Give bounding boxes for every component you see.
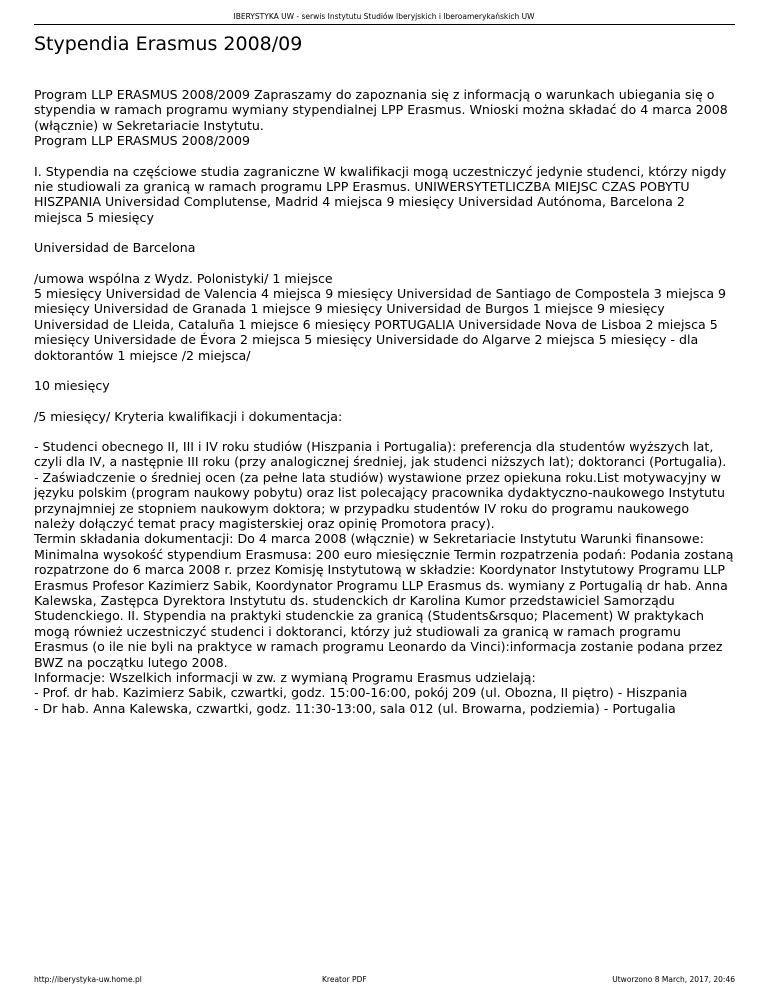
studies-paragraph: I. Stypendia na częściowe studia zagraniczne W kwalifikacji mogą uczestniczyć jedynie studenci, którzy nigdy nie studiowali za granicą w ramach programu LPP Erasmus. UNIWERSYTETLICZBA MIEJSC CZAS POBYTU HISZPANIA Universidad Complutense, Madrid 4 miejsca 9 miesięcy Universidad Autónoma, Barcelona 2 miejsca 5 miesięcy <box>34 163 727 225</box>
page-footer <box>34 975 735 985</box>
criteria-paragraph: - Studenci obecnego II, III i IV roku studiów (Hiszpania i Portugalia): preferencja dla studentów wyższych lat, czyli dla IV, a następnie III roku (przy analogicznej średniej, jak studenci niższych lat); doktoranci (Portugalia). - Zaświadczenie o średniej ocen (za pełne lata studiów) wystawione przez opiekuna roku.List motywacyjny w języku polskim (program naukowy pobytu) oraz list polecający pracownika dydaktyczno-naukowego Instytutu przynajmniej ze stopniem naukowym doktora; w przypadku studentów IV roku do programu naukowego należy dołączyć temat pracy magisterskiej oraz opinię Promotora pracy). Termin składania dokumentacji: Do 4 marca 2008 (włącznie) w Sekretariacie Instytutu Warunki finansowe: Minimalna wysokość stypendium Erasmusa: 200 euro miesięcznie Termin rozpatrzenia podań: Podania zostaną rozpatrzone do 6 marca 2008 r. przez Komisję Instytutową w składzie: Koordynator Instytutowy Programu LLP Erasmus Profesor Kazimierz Sabik, Koordynator Programu LLP Erasmus ds. wymiany z Portugalią dr hab. Anna Kalewska, Zastępca Dyrektora Instytutu ds. studenckich dr Karolina Kumor przedstawiciel Samorządu Studenckiego. II. Stypendia na praktyki studenckie za granicą (Students&rsquo; Placement) W praktykach mogą również uczestniczyć studenci i doktoranci, którzy już studiowali za granicą w ramach programu Erasmus (o ile nie byli na praktyce w ramach programu Leonardo da Vinci):informacja zostanie podana przez BWZ na początku lutego 2008. Informacje: Wszelkich informacji w zw. z wymianą Programu Erasmus udzielają: - Prof. dr hab. Kazimierz Sabik, czwartki, godz. 15:00-16:00, pokój 209 (ul. Obozna, II piętro) - Hiszpania - Dr hab. Anna Kalewska, czwartki, godz. 11:30-13:00, sala 012 (ul. Browarna, podziemia) - Portugalia <box>34 438 734 716</box>
barcelona-line: Universidad de Barcelona <box>34 240 196 256</box>
intro-paragraph: Program LLP ERASMUS 2008/2009 Zapraszamy do zapoznania się z informacją o warunkach ubiegania się o stypendia w ramach programu wymiany stypendialnej LPP Erasmus. Wnioski można składać do 4 marca 2008 (włącznie) w Sekretariacie Instytutu. Program LLP ERASMUS 2008/2009 <box>34 87 728 149</box>
universities-paragraph: /umowa wspólna z Wydz. Polonistyki/ 1 miejsce 5 miesięcy Universidad de Valencia 4 miejsca 9 miesięcy Universidad de Santiago de Compostela 3 miejsca 9 miesięcy Universidad de Granada 1 miejsce 9 miesięcy Universidad de Burgos 1 miejsce 9 miesięcy Universidad de Lleida, Cataluña 1 miejsce 6 miesięcy PORTUGALIA Universidade Nova de Lisboa 2 miejsca 5 miesięcy Universidade de Évora 2 miejsca 5 miesięcy Universidade do Algarve 2 miejsca 5 miesięcy - dla doktorantów 1 miejsce /2 miejsca/ <box>34 270 727 363</box>
footer-created: Utworzono 8 March, 2017, 20:46 <box>612 975 735 984</box>
header-divider <box>34 24 735 25</box>
footer-url: http://iberystyka-uw.home.pl <box>34 975 142 984</box>
article-body <box>34 87 734 716</box>
duration-line: 10 miesięcy <box>34 378 110 394</box>
page-header: IBERYSTYKA UW - serwis Instytutu Studiów Iberyjskich i Iberoamerykańskich UW <box>233 12 535 21</box>
criteria-heading-line: /5 miesięcy/ Kryteria kwalifikacji i dokumentacja: <box>34 408 343 424</box>
page-title: Stypendia Erasmus 2008/09 <box>34 33 303 55</box>
footer-generator: Kreator PDF <box>322 975 367 984</box>
